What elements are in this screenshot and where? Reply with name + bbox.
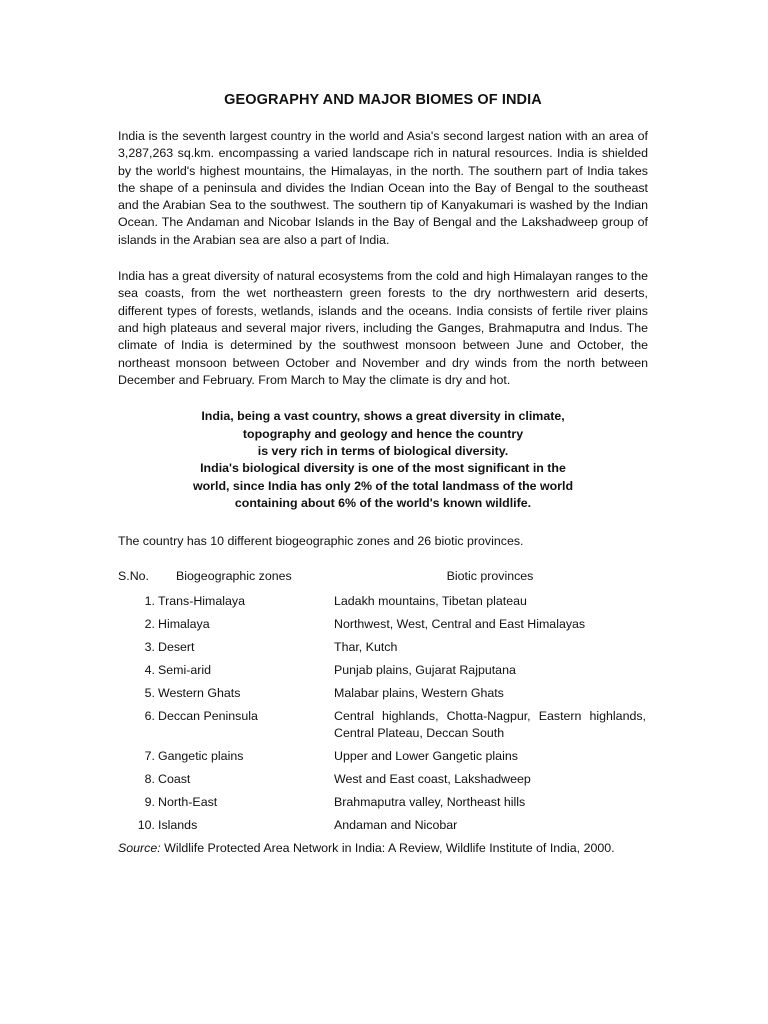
row-zone — [158, 817, 334, 840]
highlight-line: India's biological diversity is one of the most significant in the — [200, 461, 566, 476]
row-provinces: Central highlands, Chotta-Nagpur, Eastern highlands, Central Plateau, Deccan South — [334, 708, 646, 740]
header-sno: S.No. — [118, 568, 149, 583]
row-zone — [158, 639, 334, 662]
table-row — [118, 748, 646, 771]
row-zone — [158, 708, 334, 748]
highlight-line: containing about 6% of the world's known wildlife. — [234, 496, 532, 511]
table-header-row — [118, 569, 646, 593]
row-zone — [158, 662, 334, 685]
row-zone — [158, 771, 334, 794]
table-row — [118, 639, 646, 662]
highlight-line: world, since India has only 2% of the total landmass of the world — [192, 478, 574, 493]
source-text: Wildlife Protected Area Network in India: A Review, Wildlife Institute of India, 2000. — [164, 840, 615, 855]
source-label: Source: — [118, 840, 161, 855]
paragraph-india-overview: India is the seventh largest country in the world and Asia's second largest nation with an area of 3,287,263 sq.km. encompassing a varied landscape rich in natural resources. India is shielded by the world's highest mountains, the Himalayas, in the north. The southern part of India takes the shape of a peninsula and divides the Indian Ocean into the Bay of Bengal to the southeast and the Arabian Sea to the southwest. The southern tip of Kanyakumari is washed by the Indian Ocean. The Andaman and Nicobar Islands in the Bay of Bengal and the Lakshadweep group of islands in the Arabian sea are also a part of India. — [118, 129, 648, 247]
highlight-line: topography and geology and hence the country — [242, 426, 524, 441]
zone-name: Coast — [158, 771, 191, 786]
row-sno: 1. — [144, 593, 155, 608]
zone-name: Desert — [158, 639, 195, 654]
row-sno: 7. — [144, 748, 155, 763]
row-zone — [158, 748, 334, 771]
row-provinces: Northwest, West, Central and East Himalayas — [334, 616, 586, 631]
row-sno: 8. — [144, 771, 155, 786]
row-provinces: Ladakh mountains, Tibetan plateau — [334, 593, 527, 608]
row-provinces: West and East coast, Lakshadweep — [334, 771, 531, 786]
row-sno: 3. — [144, 639, 155, 654]
row-provinces: Punjab plains, Gujarat Rajputana — [334, 662, 516, 677]
row-sno: 10. — [137, 817, 155, 832]
zone-name: Deccan Peninsula — [158, 708, 258, 723]
row-zone — [158, 685, 334, 708]
row-sno: 5. — [144, 685, 155, 700]
zone-name: North-East — [158, 794, 218, 809]
row-sno: 2. — [144, 616, 155, 631]
row-sno: 9. — [144, 794, 155, 809]
table-row — [118, 771, 646, 794]
row-zone — [158, 616, 334, 639]
table-row — [118, 593, 646, 616]
table-body — [118, 593, 646, 840]
highlight-line: is very rich in terms of biological diversity. — [257, 443, 509, 458]
zones-intro: The country has 10 different biogeographic zones and 26 biotic provinces. — [118, 533, 524, 548]
document-page — [118, 92, 648, 857]
row-provinces: Thar, Kutch — [334, 639, 398, 654]
source-citation — [118, 840, 648, 857]
zone-name: Islands — [158, 817, 198, 832]
zone-name: Trans-Himalaya — [158, 593, 245, 608]
table-row — [118, 662, 646, 685]
biogeographic-zones-table — [118, 569, 646, 840]
row-provinces: Malabar plains, Western Ghats — [334, 685, 504, 700]
row-sno: 4. — [144, 662, 155, 677]
highlight-line: India, being a vast country, shows a great diversity in climate, — [201, 409, 565, 424]
row-zone — [158, 593, 334, 616]
table-row — [118, 616, 646, 639]
header-zones: Biogeographic zones — [176, 568, 292, 583]
table-row — [118, 817, 646, 840]
header-provinces: Biotic provinces — [446, 568, 534, 583]
row-sno: 6. — [144, 708, 155, 723]
zone-name: Western Ghats — [158, 685, 241, 700]
table-row — [118, 685, 646, 708]
row-zone — [158, 794, 334, 817]
zone-name: Gangetic plains — [158, 748, 244, 763]
paragraph-ecosystems-climate: India has a great diversity of natural ecosystems from the cold and high Himalayan ranges to the sea coasts, from the wet northeastern green forests to the dry northwestern arid deserts, different types of forests, wetlands, islands and the oceans. India consists of fertile river plains and high plateaus and several major rivers, including the Ganges, Brahmaputra and Indus. The climate of India is determined by the southwest monsoon between June and October, the northeast monsoon between October and November and dry winds from the north between December and February. From March to May the climate is dry and hot. — [118, 269, 648, 387]
row-provinces: Brahmaputra valley, Northeast hills — [334, 794, 526, 809]
document-title: GEOGRAPHY AND MAJOR BIOMES OF INDIA — [224, 92, 542, 108]
table-row — [118, 708, 646, 748]
row-provinces: Upper and Lower Gangetic plains — [334, 748, 518, 763]
zone-name: Himalaya — [158, 616, 210, 631]
biodiversity-highlight — [118, 408, 648, 512]
zone-name: Semi-arid — [158, 662, 212, 677]
row-provinces: Andaman and Nicobar — [334, 817, 458, 832]
table-row — [118, 794, 646, 817]
